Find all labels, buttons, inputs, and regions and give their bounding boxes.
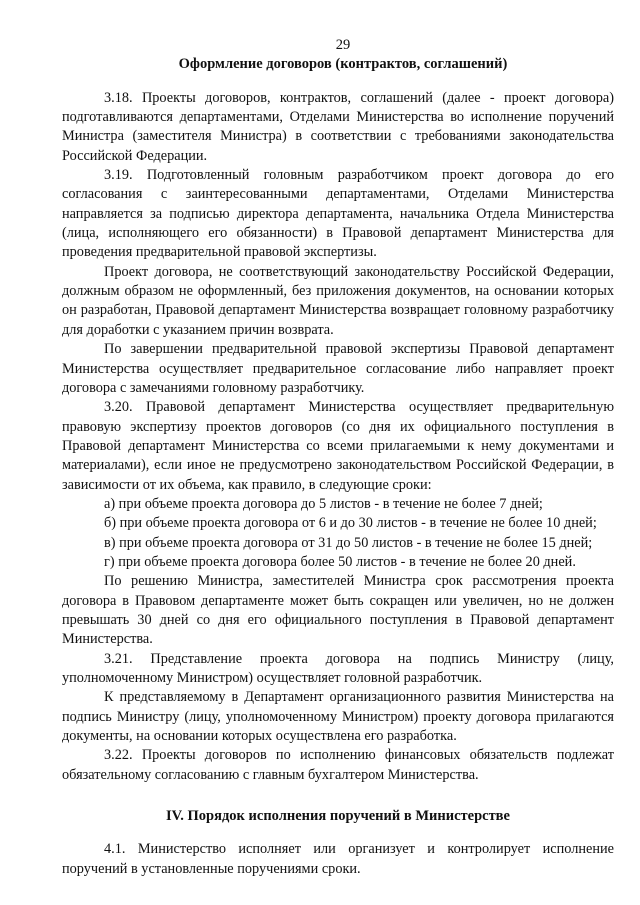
section-title: Оформление договоров (контрактов, соглашений) <box>178 56 508 73</box>
list-item-g: г) при объеме проекта договора более 50 листов - в течение не более 20 дней. <box>104 553 576 570</box>
paragraph-4-1: 4.1. Министерство исполняет или организует и контролирует исполнение поручений в установленные поручениями сроки. <box>62 841 614 877</box>
paragraph-term-change: По решению Министра, заместителей Министра срок рассмотрения проекта договора в Правовом департаменте может быть сокращен или увеличен, но не должен превышать 30 дней со дня его официального поступления в Правовой департамент Министерства. <box>62 573 614 648</box>
paragraph-3-18: 3.18. Проекты договоров, контрактов, соглашений (далее - проект договора) подготавливаются департаментами, Отделами Министерства во исполнение поручений Министра (заместителя Министра) в соответствии с требованиями законодательства Российской Федерации. <box>62 89 614 164</box>
paragraph-attachments: К представляемому в Департамент организационного развития Министерства на подпись Министру (лицу, уполномоченному Министром) проекту договора прилагаются документы, на основании которых осуществлена его разработка. <box>62 689 614 745</box>
paragraph-draft-return: Проект договора, не соответствующий законодательству Российской Федерации, должным образом не оформленный, без приложения документов, на основании которых он разработан, Правовой департамент Министерства возвращает головному разработчику для доработки с указанием причин возврата. <box>62 263 614 338</box>
list-item-a: а) при объеме проекта договора до 5 листов - в течение не более 7 дней; <box>104 495 543 512</box>
paragraph-3-19: 3.19. Подготовленный головным разработчиком проект договора до его согласования с заинтересованными департаментами, Отделами Министерства направляется за подписью директора департамента, начальника Отдела Министерства (лица, исполняющего его обязанности) в Правовой департамент Министерства для проведения предварительной правовой экспертизы. <box>62 167 614 261</box>
list-item-b: б) при объеме проекта договора от 6 и до 30 листов - в течение не более 10 дней; <box>104 515 597 532</box>
paragraph-3-21: 3.21. Представление проекта договора на подпись Министру (лицу, уполномоченному Министром) осуществляет головной разработчик. <box>62 650 614 686</box>
paragraph-3-20: 3.20. Правовой департамент Министерства осуществляет предварительную правовую экспертизу проектов договоров (со дня их официального поступления в Правовой департамент Министерства со всеми прилагаемыми к нему документами и материалами), если иное не предусмотрено законодательством Российской Федерации, в зависимости от их объема, как правило, в следующие сроки: <box>62 399 614 493</box>
paragraph-expertise-completion: По завершении предварительной правовой экспертизы Правовой департамент Министерства осуществляет предварительное согласование либо направляет проект договора с замечаниями головному разработчику. <box>62 341 614 396</box>
list-item-v: в) при объеме проекта договора от 31 до 50 листов - в течение не более 15 дней; <box>104 534 593 551</box>
chapter-title: IV. Порядок исполнения поручений в Министерстве <box>166 808 510 825</box>
paragraph-3-22: 3.22. Проекты договоров по исполнению финансовых обязательств подлежат обязательному согласованию с главным бухгалтером Министерства. <box>62 747 614 783</box>
page-number: 29 <box>335 37 351 53</box>
document-page <box>62 36 614 879</box>
